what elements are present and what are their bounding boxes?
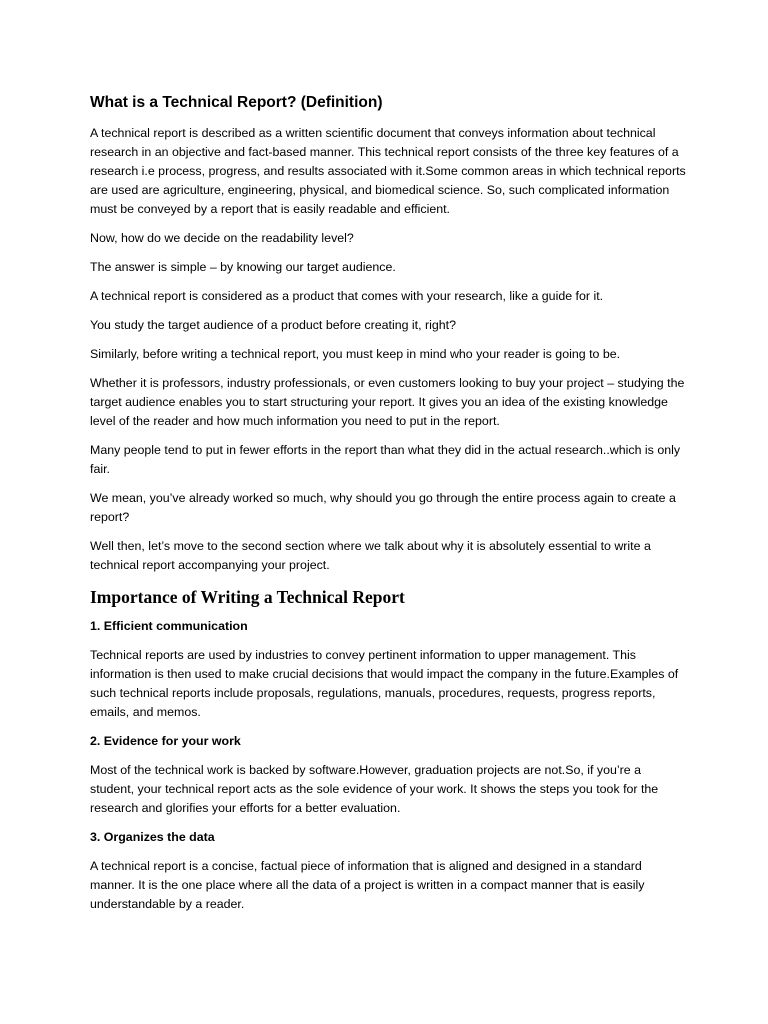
subsection-heading: 2. Evidence for your work [90,734,241,748]
subsection-body: A technical report is a concise, factual piece of information that is aligned and designed in a standard manner. It is the one place where all the data of a project is written in a compact manner that is easily understandable by a reader. [90,859,645,911]
paragraph: Whether it is professors, industry professionals, or even customers looking to buy your project – studying the target audience enables you to start structuring your report. It gives you an idea of the existing knowledge level of the reader and how much information you need to put in the report. [90,376,685,428]
subsection-body: Technical reports are used by industries to convey pertinent information to upper management. This information is then used to make crucial decisions that would impact the company in the future.Examples of such technical reports include proposals, regulations, manuals, procedures, requests, progress reports, emails, and memos. [90,648,679,719]
paragraph: A technical report is described as a written scientific document that conveys information about technical research in an objective and fact-based manner. This technical report consists of the three key features of a research i.e process, progress, and results associated with it.Some common areas in which technical reports are used are agriculture, engineering, physical, and biomedical science. So, such complicated information must be conveyed by a report that is easily readable and efficient. [90,126,686,216]
document-page [90,92,688,924]
paragraph: A technical report is considered as a product that comes with your research, like a guide for it. [90,289,604,303]
paragraph: Similarly, before writing a technical report, you must keep in mind who your reader is going to be. [90,347,621,361]
section-heading: Importance of Writing a Technical Report [90,587,405,607]
paragraph: Now, how do we decide on the readability level? [90,231,354,245]
paragraph: You study the target audience of a product before creating it, right? [90,318,456,332]
subsection-heading: 3. Organizes the data [90,830,215,844]
paragraph: Many people tend to put in fewer efforts in the report than what they did in the actual research..which is only fair. [90,443,681,476]
subsection-heading: 1. Efficient communication [90,619,248,633]
paragraph: We mean, you’ve already worked so much, why should you go through the entire process again to create a report? [90,491,676,524]
subsection-body: Most of the technical work is backed by software.However, graduation projects are not.So, if you’re a student, your technical report acts as the sole evidence of your work. It shows the steps you took for the research and glorifies your efforts for a better evaluation. [90,763,659,815]
document-title: What is a Technical Report? (Definition) [90,94,383,111]
paragraph: The answer is simple – by knowing our target audience. [90,260,396,274]
paragraph: Well then, let’s move to the second section where we talk about why it is absolutely essential to write a technical report accompanying your project. [90,539,651,572]
